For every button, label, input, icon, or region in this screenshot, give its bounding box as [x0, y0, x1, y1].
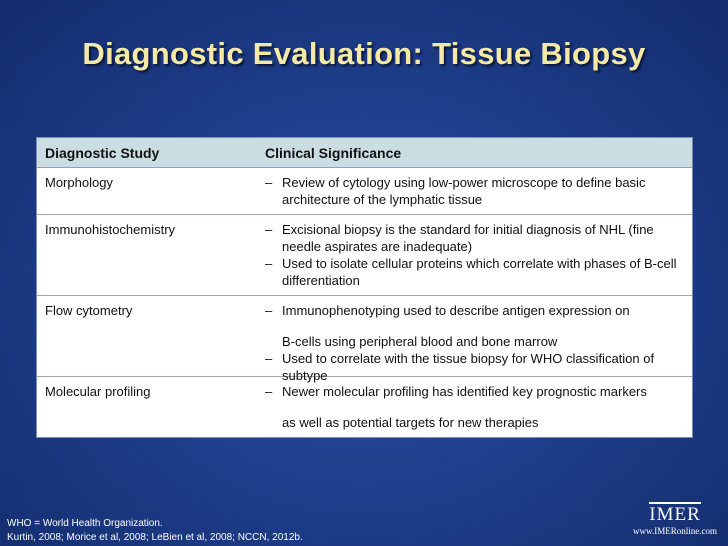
header-clinical-significance: Clinical Significance: [259, 138, 692, 168]
row-study: Molecular profiling: [37, 377, 259, 438]
row-significance: [259, 168, 692, 215]
significance-text: Immunophenotyping used to describe antigen expression on: [282, 303, 630, 318]
significance-item: [265, 302, 684, 319]
significance-continuation: [265, 414, 684, 431]
significance-continuation: [265, 333, 684, 350]
table-row: [37, 215, 692, 296]
significance-text: Used to isolate cellular proteins which correlate with phases of B-cell differentiation: [282, 256, 677, 288]
row-study: Flow cytometry: [37, 296, 259, 377]
row-study: Immunohistochemistry: [37, 215, 259, 296]
footnote: [7, 517, 303, 545]
row-study: Morphology: [37, 168, 259, 215]
row-significance: [259, 377, 692, 438]
significance-item: [265, 221, 684, 255]
logo-name: IMER: [649, 504, 701, 525]
dash-bullet: –: [265, 222, 273, 237]
row-significance: [259, 296, 692, 383]
logo-url: www.IMERonline.com: [633, 526, 717, 536]
table-row: [37, 377, 692, 438]
dash-bullet: –: [265, 351, 273, 366]
significance-text: Newer molecular profiling has identified key prognostic markers: [282, 384, 647, 399]
significance-text: Review of cytology using low-power microscope to define basic architecture of the lymphatic tissue: [282, 175, 646, 207]
table-header-row: [37, 138, 692, 168]
footnote-references: Kurtin, 2008; Morice et al, 2008; LeBien et al, 2008; NCCN, 2012b.: [7, 532, 303, 543]
significance-item: [265, 383, 684, 400]
table: [37, 138, 692, 437]
dash-bullet: –: [265, 256, 273, 271]
header-diagnostic-study: Diagnostic Study: [37, 138, 259, 168]
significance-item: [265, 350, 684, 384]
significance-item: [265, 255, 684, 289]
dash-bullet: –: [265, 303, 273, 318]
imer-logo: [632, 502, 718, 536]
significance-text: Excisional biopsy is the standard for initial diagnosis of NHL (fine needle aspirates are inadequate): [282, 222, 654, 254]
significance-item: [265, 174, 684, 208]
dash-bullet: –: [265, 384, 273, 399]
clipped-cell: [265, 302, 684, 383]
slide-title: Diagnostic Evaluation: Tissue Biopsy: [82, 36, 646, 71]
table-row: [37, 296, 692, 377]
significance-text: as well as potential targets for new therapies: [282, 415, 539, 430]
footnote-abbreviation: WHO = World Health Organization.: [7, 518, 163, 529]
biopsy-table: [36, 137, 693, 438]
significance-text: Used to correlate with the tissue biopsy for WHO classification of subtype: [282, 351, 655, 383]
dash-bullet: –: [265, 175, 273, 190]
row-significance: [259, 215, 692, 296]
significance-text: B-cells using peripheral blood and bone marrow: [282, 334, 558, 349]
table-row: [37, 168, 692, 215]
